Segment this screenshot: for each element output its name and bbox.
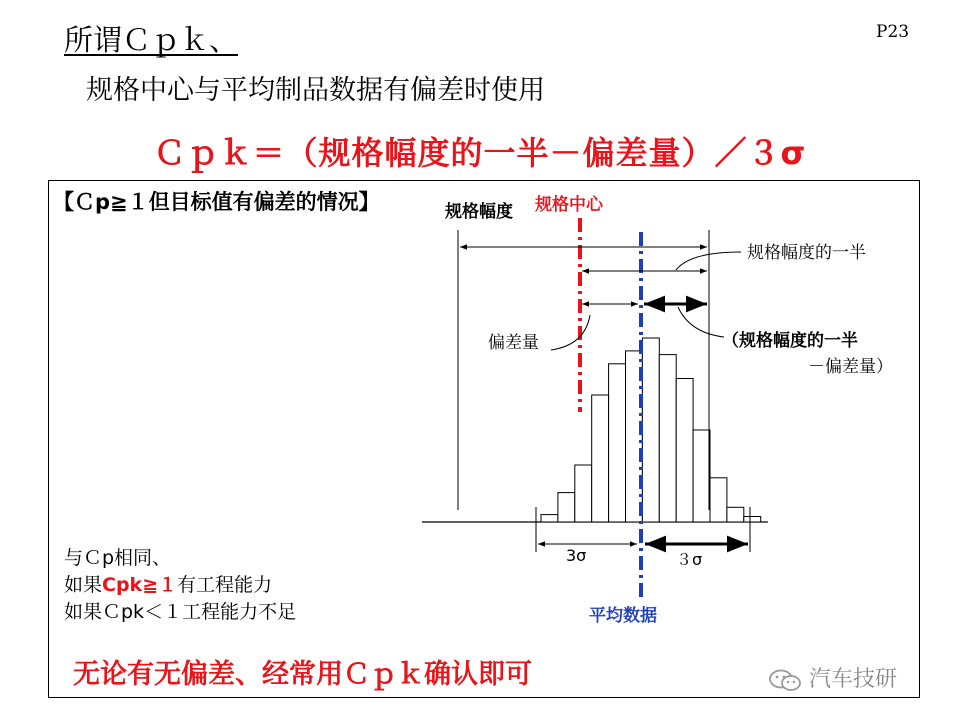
note-line-1: 与Ｃp相同、 (64, 547, 172, 569)
histogram-bar (727, 507, 744, 522)
half-minus-dev-callout (678, 307, 724, 337)
histogram-bar (575, 465, 592, 522)
histogram-bar (693, 430, 710, 522)
note-line-2-prefix: 如果 (64, 574, 103, 596)
cpk-note (64, 545, 296, 626)
slide-title: 所谓Ｃｐｋ、 (64, 23, 239, 57)
slide-subtitle: 规格中心与平均制品数据有偏差时使用 (86, 75, 545, 106)
histogram-bars (541, 338, 761, 522)
spec-center-label: 规格中心 (535, 195, 603, 215)
spec-width-label: 规格幅度 (445, 202, 513, 222)
histogram-bar (609, 364, 626, 522)
mean-label: 平均数据 (589, 606, 657, 626)
half-width-label: 规格幅度的一半 (747, 243, 866, 263)
deviation-callout (551, 315, 590, 350)
watermark (768, 662, 897, 693)
bottom-message: 无论有无偏差、经常用Ｃｐｋ确认即可 (73, 659, 532, 690)
wechat-icon (768, 668, 802, 692)
note-line-2-suffix: 有工程能力 (177, 574, 273, 596)
note-line-2 (64, 572, 296, 599)
note-line-2-red: Cpk≧１ (102, 574, 178, 596)
case-label: 【Ｃp≧１但目标值有偏差的情况】 (53, 190, 380, 214)
histogram-bar (710, 478, 727, 522)
cpk-formula: Ｃｐｋ＝（规格幅度的一半－偏差量）／３σ (153, 134, 807, 172)
histogram-bar (744, 517, 761, 523)
page-number: P23 (876, 22, 910, 42)
histogram-bar (541, 515, 558, 522)
sigma-left-label: 3σ (566, 546, 587, 565)
histogram-bar (592, 395, 609, 522)
histogram-bar (558, 493, 575, 522)
half-minus-dev-label-line2: －偏差量） (808, 357, 893, 377)
histogram-bar (642, 338, 659, 522)
deviation-label: 偏差量 (488, 333, 539, 353)
histogram-bar (659, 355, 676, 522)
note-line-3: 如果Ｃpk＜１工程能力不足 (64, 601, 297, 623)
histogram-bar (676, 379, 693, 523)
half-minus-dev-label-line1: （规格幅度的一半 (722, 331, 858, 351)
watermark-text: 汽车技研 (809, 667, 898, 692)
sigma-right-label: ３σ (676, 550, 703, 569)
